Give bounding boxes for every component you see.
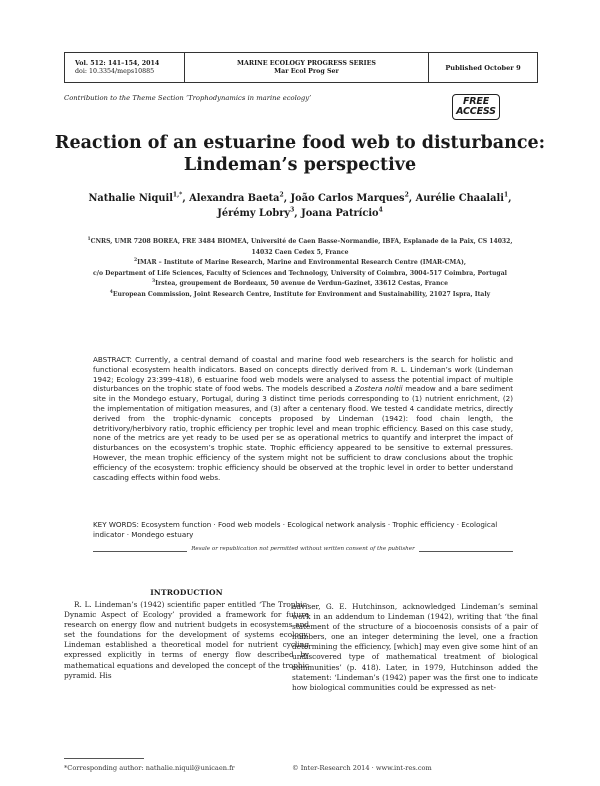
affiliation-text: IMAR – Institute of Marine Research, Marine and Environmental Research Centre (IMAR-CMA),	[137, 259, 466, 266]
introduction-heading: INTRODUCTION	[150, 588, 223, 597]
keywords-text: Ecosystem function · Food web models · Ecological network analysis · Trophic efficiency · Ecological indicator · Mondego estuary	[93, 520, 498, 539]
affiliation-2	[60, 258, 540, 279]
affiliation-4	[60, 290, 540, 301]
abstract-text-1: Currently, a central demand of coastal and marine food web researchers is the search for holistic and functional ecosystem health indicators. Based on concepts directly derived from R. L. Lindeman’s work (Lindeman 1942; Ecology 23:399–418), 6 estuarine food web models were analysed to assess the potential impact of multiple disturbances on the trophic state of food webs. The models described a	[93, 355, 513, 394]
body-column-right	[292, 602, 538, 693]
journal-name	[185, 53, 429, 82]
authors-line-1: Nathalie Niquil$^{1,*}$, Alexandra Baeta$^2$, João Carlos Marques$^2$, Aurélie Chaalali$^1$,	[88, 191, 512, 204]
author-name: Nathalie Niquil	[88, 193, 173, 204]
affiliation-sup: 1	[87, 236, 91, 242]
title-line-2: Lindeman’s perspective	[183, 155, 417, 175]
authors-line-2: Jérémy Lobry$^3$, Joana Patrício$^4$	[217, 206, 383, 219]
article-title	[40, 132, 560, 176]
resale-text: Resale or republication not permitted without written consent of the publisher	[187, 546, 419, 552]
resale-notice	[93, 546, 513, 552]
author-sup: 1,*	[172, 191, 183, 199]
affiliation-3	[60, 279, 540, 290]
intro-paragraph-right: adviser, G. E. Hutchinson, acknowledged Lindeman’s seminal work in an addendum to Lindeman (1942), writing that ‘the final statement of the structure of a biocoenosis consists of a pair of numbers, one an integer determining the level, one a fraction determining the efficiency, [which] may even give some hint of an undiscovered type of mathematical treatment of biological communities’ (p. 418). Later, in 1979, Hutchinson added the statement: ‘Lindeman’s (1942) paper was the first one to indicate how biological communities could be expressed as net-	[292, 602, 538, 692]
species-name: Zostera noltii	[355, 384, 403, 394]
author-sup: 1	[503, 191, 509, 199]
affiliation-sup: 2	[134, 257, 138, 263]
footnote-rule	[64, 758, 144, 759]
author-name: João Carlos Marques	[290, 193, 405, 204]
abstract-text-2: meadow and a bare sediment site in the Mondego estuary, Portugal, during 3 distinct time periods corresponding to (1) nutrient enrichment, (2) the implementation of mitigation measures, and (3) after a centenary flood. We tested 4 candidate metrics, directly derived from the trophic-dynamic concepts proposed by Lindeman (1942): food chain length, the detritivory/herbivory ratio, trophic efficiency per trophic level and mean trophic efficiency. Based on this case study, none of the metrics are yet ready to be used per se as operational metrics to quantify and interpret the impact of disturbances on the ecosystem’s trophic state. Trophic efficiency appeared to be sensitive to external pressures. However, the mean trophic efficiency of the system might not be sufficient to draw conclusions about the trophic efficiency of the ecosystem: trophic efficiency should be observed at the trophic level in order to better understand cascading effects within food webs.	[93, 384, 514, 482]
author-sup: 2	[279, 191, 284, 199]
author-sup: 2	[404, 191, 409, 199]
free-access-badge	[452, 94, 500, 120]
affiliation-text: 14032 Caen Cedex 5, France	[251, 248, 349, 256]
abstract	[93, 355, 513, 482]
volume-text: Vol. 512: 141–154, 2014	[75, 59, 160, 67]
body-column-left	[64, 600, 309, 681]
doi-text[interactable]: doi: 10.3354/meps10885	[75, 67, 155, 75]
abstract-label: ABSTRACT:	[93, 355, 132, 364]
author-name: Aurélie Chaalali	[415, 193, 504, 204]
journal-full-name: MARINE ECOLOGY PROGRESS SERIES	[237, 59, 376, 67]
keywords	[93, 520, 513, 540]
theme-section-note: Contribution to the Theme Section ‘Trophodynamics in marine ecology’	[64, 94, 312, 102]
copyright-notice: © Inter-Research 2014 · www.int-res.com	[292, 764, 432, 772]
affiliation-text: European Commission, Joint Research Centre, Institute for Environment and Sustainability, 21027 Ispra, Italy	[112, 290, 491, 298]
author-sup: 3	[290, 206, 295, 214]
corresponding-author-footnote: *Corresponding author: nathalie.niquil@unicaen.fr	[64, 764, 235, 772]
keywords-label: KEY WORDS:	[93, 520, 139, 529]
affiliation-text: c/o Department of Life Sciences, Faculty of Sciences and Technology, University of Coimbra, 3004-517 Coimbra, Portugal	[93, 269, 507, 277]
affiliations	[60, 237, 540, 300]
affiliation-sup: 4	[109, 289, 113, 295]
affiliation-1	[60, 237, 540, 258]
author-sup: 4	[378, 206, 383, 214]
author-name: Joana Patrício	[301, 208, 379, 219]
affiliation-text: Irstea, groupement de Bordeaux, 50 avenue de Verdun-Gazinet, 33612 Cestas, France	[155, 280, 448, 287]
intro-paragraph-left: R. L. Lindeman’s (1942) scientific paper entitled ‘The Trophic-Dynamic Aspect of Ecology’ provided a framework for future research on energy flow and nutrient budgets in ecosystems and set the foundations for the development of systems ecology. Lindeman established a theoretical model for nutrient cycling expressed explicitly in terms of energy flow described by mathematical equations and developed the concept of the trophic pyramid. His	[64, 600, 309, 680]
journal-header	[64, 52, 538, 83]
badge-line-2: ACCESS	[456, 106, 496, 117]
published-date	[429, 53, 537, 82]
affiliation-sup: 3	[152, 278, 156, 284]
author-list	[60, 191, 540, 221]
author-name: Alexandra Baeta	[189, 193, 280, 204]
volume-info	[65, 53, 185, 82]
journal-abbreviation: Mar Ecol Prog Ser	[274, 67, 339, 75]
published-text: Published October 9	[445, 63, 521, 72]
title-line-1: Reaction of an estuarine food web to disturbance:	[54, 133, 546, 153]
author-name: Jérémy Lobry	[217, 208, 291, 219]
badge-line-1: FREE	[463, 96, 489, 107]
affiliation-text: CNRS, UMR 7208 BOREA, FRE 3484 BIOMEA, Université de Caen Basse-Normandie, IBFA, Esplanade de la Paix, CS 14032,	[90, 238, 513, 245]
